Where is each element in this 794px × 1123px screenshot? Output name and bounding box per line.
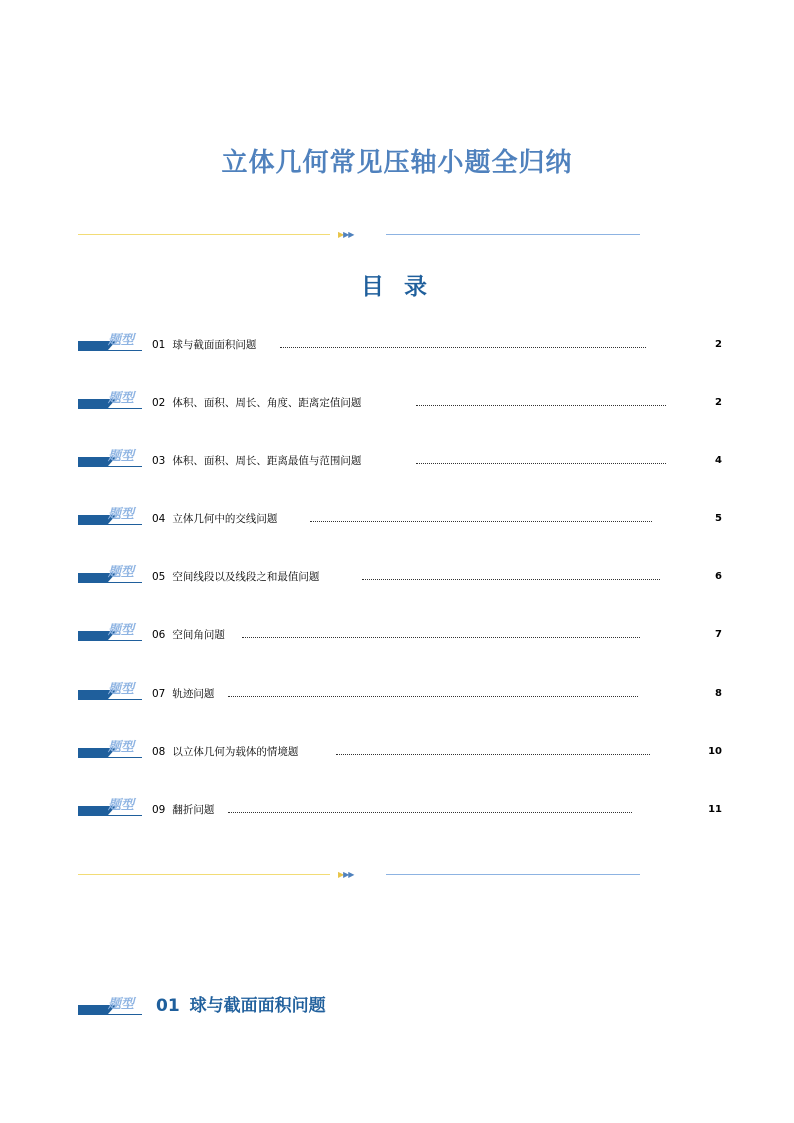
toc-item-09[interactable]: [78, 798, 722, 818]
arrow-icons: ▶▶▶: [338, 230, 354, 239]
toc-page: 2: [715, 397, 722, 408]
toc-leader-dots: [228, 812, 632, 813]
toc-leader-dots: [242, 637, 640, 638]
toc-title: 空间角问题: [172, 629, 225, 641]
question-type-badge: 题型: [78, 997, 142, 1017]
divider-top: [78, 230, 640, 240]
toc-num: 02: [152, 397, 166, 409]
toc-item-01[interactable]: [78, 333, 722, 353]
toc-num: 08: [152, 746, 166, 758]
arrow-icons: ▶▶▶: [338, 870, 354, 879]
toc-num: 01: [152, 339, 166, 351]
document-title: 立体几何常见压轴小题全归纳: [221, 148, 573, 178]
toc-page: 5: [715, 513, 722, 524]
toc-title: 体积、面积、周长、距离最值与范围问题: [172, 455, 362, 467]
toc-item-03[interactable]: [78, 449, 722, 469]
toc-num: 09: [152, 804, 166, 816]
toc-leader-dots: [280, 347, 646, 348]
toc-page: 11: [708, 804, 722, 815]
toc-title: 翻折问题: [172, 804, 215, 816]
question-type-badge: 题型: [78, 333, 142, 353]
toc-num: 03: [152, 455, 166, 467]
question-type-badge: 题型: [78, 507, 142, 527]
question-type-badge: 题型: [78, 798, 142, 818]
toc-page: 10: [708, 746, 722, 757]
question-type-badge: 题型: [78, 449, 142, 469]
toc-num: 06: [152, 629, 166, 641]
toc-page: 2: [715, 339, 722, 350]
toc-item-05[interactable]: [78, 565, 722, 585]
toc-num: 07: [152, 688, 166, 700]
section-num: 01: [156, 996, 180, 1016]
toc-title: 空间线段以及线段之和最值问题: [172, 571, 320, 583]
toc-num: 04: [152, 513, 166, 525]
toc-title: 体积、面积、周长、角度、距离定值问题: [172, 397, 362, 409]
toc-page: 7: [715, 629, 722, 640]
toc-item-02[interactable]: [78, 391, 722, 411]
question-type-badge: 题型: [78, 391, 142, 411]
toc-title: 轨迹问题: [172, 688, 215, 700]
toc-leader-dots: [228, 696, 638, 697]
toc-leader-dots: [416, 405, 666, 406]
toc-title: 立体几何中的交线问题: [172, 513, 278, 525]
toc-item-06[interactable]: [78, 623, 722, 643]
toc-leader-dots: [336, 754, 650, 755]
section-heading: [78, 994, 478, 1020]
question-type-badge: 题型: [78, 682, 142, 702]
toc-page: 6: [715, 571, 722, 582]
toc-num: 05: [152, 571, 166, 583]
section-title: 球与截面面积问题: [189, 996, 326, 1016]
toc-page: 8: [715, 688, 722, 699]
toc-page: 4: [715, 455, 722, 466]
question-type-badge: 题型: [78, 565, 142, 585]
toc-leader-dots: [362, 579, 660, 580]
divider-bottom: [78, 870, 640, 880]
question-type-badge: 题型: [78, 623, 142, 643]
toc-leader-dots: [310, 521, 652, 522]
toc-title: 球与截面面积问题: [172, 339, 257, 351]
toc-item-08[interactable]: [78, 740, 722, 760]
toc-item-04[interactable]: [78, 507, 722, 527]
question-type-badge: 题型: [78, 740, 142, 760]
toc-heading: 目 录: [360, 274, 433, 300]
toc-item-07[interactable]: [78, 682, 722, 702]
toc-leader-dots: [416, 463, 666, 464]
toc-title: 以立体几何为载体的情境题: [172, 746, 299, 758]
